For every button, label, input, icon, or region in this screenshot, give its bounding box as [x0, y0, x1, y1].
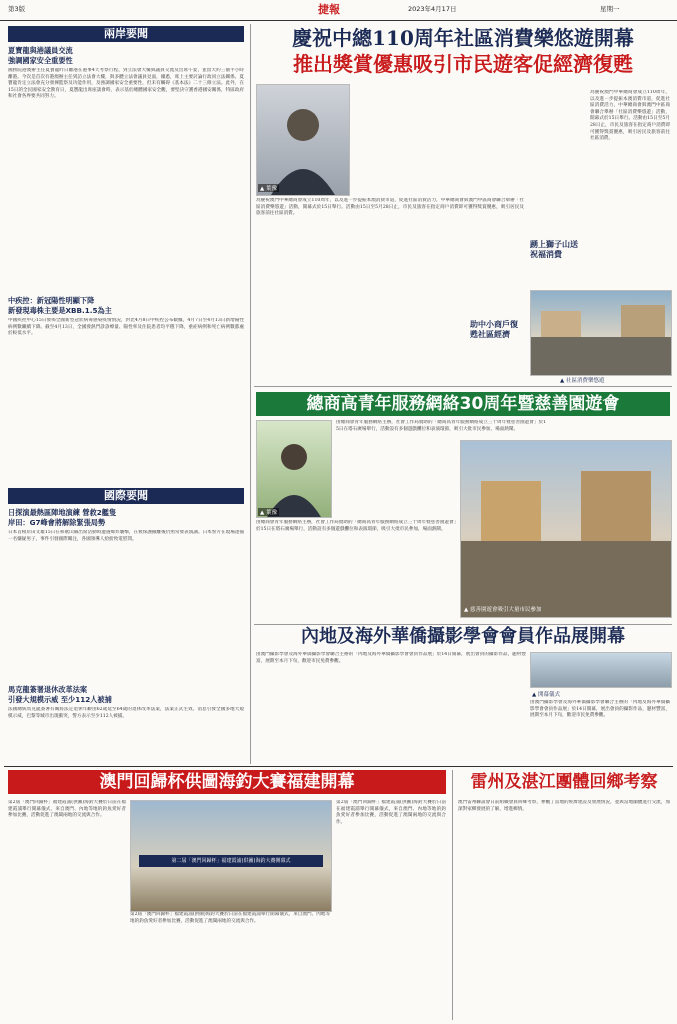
- event-photo: [530, 290, 672, 376]
- story-headline: 馬克龍簽署退休改革法案: [8, 685, 88, 694]
- page-header: [0, 0, 677, 21]
- event-photo: [130, 800, 332, 912]
- story-subheadline: 岸田：G7峰會將解除緊張局勢: [8, 518, 106, 527]
- crowd-scene-icon: [531, 291, 671, 375]
- photo-caption: ▲ 葉豫: [260, 186, 277, 192]
- story-subheadline: 強調國家安全重要性: [8, 56, 73, 65]
- story-subheadline: 踴上獅子山送祝福消費: [530, 240, 578, 259]
- event-banner-text: 第二屆「澳門回歸杯」福建霞浦(供圖)海釣大賽開幕式: [139, 855, 323, 867]
- photo-caption: ▲ 社區消費樂悠遊: [560, 378, 605, 384]
- story-body: 法國總統馬克龍簽署有關將法定退休年齡由62歲延至64歲的退休改革法案，法案正式生效。消息引發全國多地大規模示威，巴黎等城市出現衝突，警方表示至少112人被捕。: [8, 707, 244, 719]
- story-body-continued: 第2屆「澳門回歸杯」福建霞浦(供圖)海釣大賽於日前在福建霞浦舉行開幕儀式，來自澳門、內地等地的釣魚愛好者參加比賽，活動促進了澳閩兩地的交流與合作。: [130, 912, 330, 924]
- issue-date: 2023年4月17日: [408, 5, 457, 13]
- story-subheadline: 引發大規模示威 至少112人被捕: [8, 695, 112, 704]
- photo-caption: ▲ 開幕儀式: [532, 692, 560, 698]
- newspaper-logo: 捷報: [318, 3, 340, 16]
- person-silhouette-icon: [257, 421, 331, 517]
- fishing-headline: 澳門回歸杯供圖海釣大賽福建開幕: [8, 770, 446, 794]
- event-photo: [460, 440, 672, 618]
- main-headline: 慶祝中總110周年社區消費樂悠遊開幕: [292, 26, 634, 50]
- cross-strait-banner: 兩岸要聞: [8, 26, 244, 42]
- person-silhouette-icon: [257, 85, 349, 195]
- story-body-continued: 為慶祝澳門中華總商會成立110周年，以及進一步提振本澳消費市道，促進社區消費活力，中華總商會與澳門中區商會聯合舉辦「社區消費樂悠遊」活動，開幕式於15日舉行。活動由15日至5月28日止，市民及旅客在指定商戶消費即可獲得獎賞優惠，吸引居民及旅客前往社區消費。: [590, 90, 670, 142]
- story-headline: 夏寶龍與港議員交流: [8, 46, 73, 55]
- story-body: 第2屆「澳門回歸杯」福建霞浦(供圖)海釣大賽於日前在福建霞浦舉行開幕儀式，來自澳門、內地等地的釣魚愛好者參加比賽，活動促進了澳閩兩地的交流與合作。: [8, 800, 126, 819]
- event-photo: [530, 652, 672, 688]
- story-subheadline: 新發現毒株主要是XBB.1.5為主: [8, 306, 112, 315]
- portrait-photo: [256, 420, 332, 518]
- international-banner: 國際要聞: [8, 488, 244, 504]
- charity-fair-headline: 總商高青年服務網絡30周年暨慈善園遊會: [256, 392, 670, 416]
- story-headline: 日探演最熱區陣地演練 營救2艦隻: [8, 508, 117, 517]
- section-divider: [254, 624, 672, 625]
- section-divider: [4, 766, 673, 767]
- story-body-continued: 第2屆「澳門回歸杯」福建霞浦(供圖)海釣大賽於日前在福建霞浦舉行開幕儀式，來自澳門、內地等地的釣魚愛好者參加比賽，活動促進了澳閩兩地的交流與合作。: [336, 800, 446, 825]
- weekday: 星期一: [600, 5, 620, 13]
- crowd-scene-icon: [461, 441, 671, 617]
- story-headline: 中疾控：新冠陽性明顯下降: [8, 296, 95, 305]
- story-body: 國務院港澳辦主任夏寶龍昨日離港在港事4天考察行程，到立法會大樓與議員交流及出席午宴，並留大約三個半小時離港。今次是首次有港澳辦主任到訪立法會大樓，與多體立法會議員見面，據悉，席上主要討論行政同立法關係、夏寶龍肯定立法會充分發揮監察及功能作用，及強調國家安全重要性，但未有觸碍《基本法》二十三條立法。此外，在15日的全民國家安全教育日，夏寶龍出席座談會時，表示基於總體國家安全觀，要堅決守護香港國安關係，特區政府和社會各界要共同努力。: [8, 68, 244, 100]
- story-body: 日本首相岸田文雄15日在和歌山縣出席活動時遭遇爆炸襲擊，在被保護撤離後仍照常發表演講。日本警方在現場逮捕一名嫌疑男子，事件引發國際關注，各國領導人紛紛致電慰問。: [8, 530, 244, 542]
- exhibition-headline: 內地及海外華僑攝影學會會員作品展開幕: [301, 626, 625, 647]
- story-subheadline: 助中小商戶復甦社區經濟: [470, 320, 518, 339]
- page-number: 第3版: [8, 5, 26, 13]
- hometown-visit-headline: 雷州及湛江團體回鄉考察: [470, 772, 658, 792]
- main-subheadline: 推出獎賞優惠吸引市民遊客促經濟復甦: [293, 52, 633, 76]
- photo-caption: ▲ 慈善園遊會吸引大量市民參加: [464, 607, 542, 613]
- story-body: 中國疾控中心15日發佈全國新型冠狀病毒感染疫情情況，對比4月8日中疾控公布數據，4月7日至4月13日新增陽性病例數繼續下降。截至4月13日，全國發熱門診診療量、陽性率及住院患者均平穩下降，重症病例和死亡病例數都處於較低水平。: [8, 318, 244, 337]
- portrait-photo: [256, 84, 350, 196]
- section-divider: [254, 386, 672, 387]
- story-body: 澳門雷州聯誼會日前組織會員回鄉考察，參觀了當地的經濟建設及發展情況，並與當地團體進行交流，加深對家鄉發展的了解，增進鄉情。: [458, 800, 670, 812]
- column-divider: [452, 770, 453, 1020]
- column-divider: [250, 24, 251, 764]
- story-body: 為慶祝澳門中華總商會成立110周年，以及進一步提振本澳消費市道，促進社區消費活力，中華總商會與澳門中區商會聯合舉辦「社區消費樂悠遊」活動，開幕式於15日舉行。活動由15日至5月28日止，市民及旅客在指定商戶消費即可獲得獎賞優惠，吸引居民及旅客前往社區消費。: [256, 198, 524, 217]
- story-body: 由總商會青年服務網絡主辦，社會工作局贊助的「總商高青年服務網絡成立三十周年暨慈善園遊會」於15日在塔石廣場舉行，活動設有多個遊戲攤位和表演環節，吸引大批市民參加，場面熱鬧。: [336, 420, 546, 432]
- photo-caption: ▲ 葉豫: [260, 510, 277, 516]
- story-body: 由澳門攝影學會及海外華僑攝影學會聯合主辦的「內地及海外華僑攝影學會會員作品展」於14日開幕，展出會員的攝影作品，題材豐富，展期至本月下旬，歡迎市民免費參觀。: [256, 652, 526, 664]
- story-body-continued: 由澳門攝影學會及海外華僑攝影學會聯合主辦的「內地及海外華僑攝影學會會員作品展」於14日開幕，展出會員的攝影作品，題材豐富，展期至本月下旬，歡迎市民免費參觀。: [530, 700, 670, 719]
- story-body-continued: 由總商會青年服務網絡主辦，社會工作局贊助的「總商高青年服務網絡成立三十周年暨慈善園遊會」於15日在塔石廣場舉行，活動設有多個遊戲攤位和表演環節，吸引大批市民參加，場面熱鬧。: [256, 520, 456, 532]
